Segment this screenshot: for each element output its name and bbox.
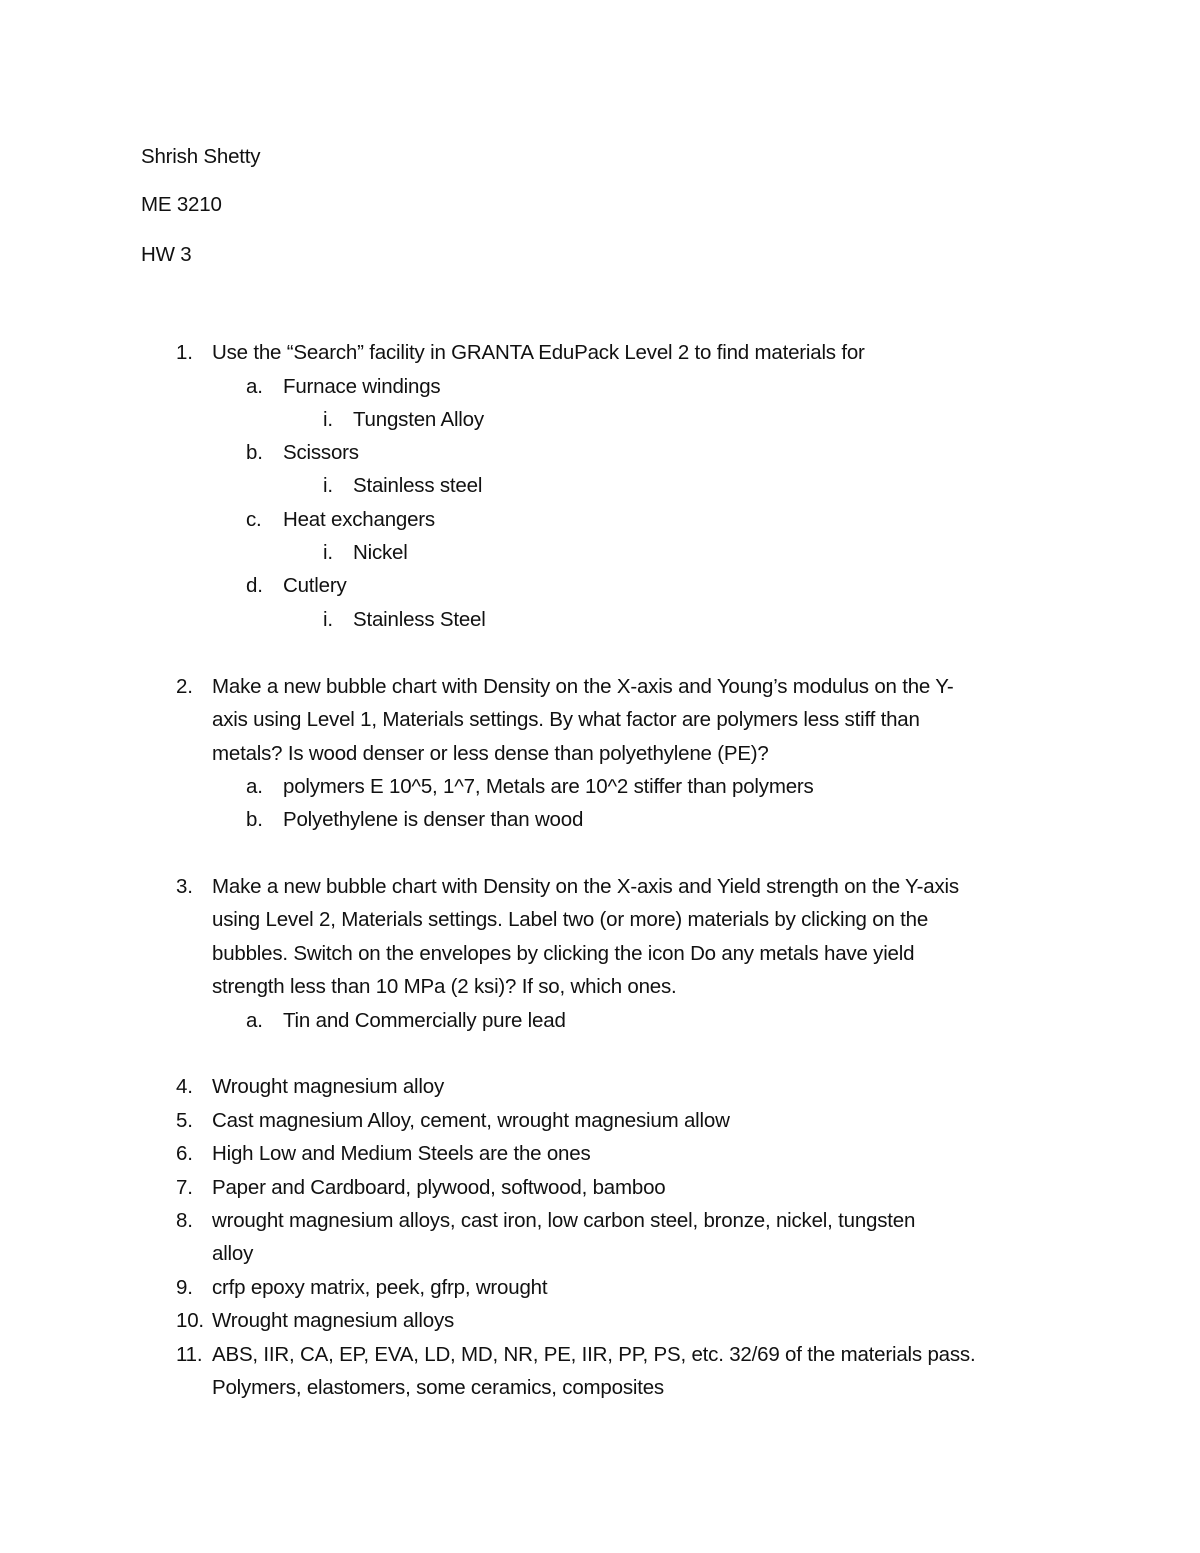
q2-a-letter: a. — [246, 775, 263, 798]
answer-text: alloy — [212, 1242, 254, 1265]
q1-b-label: Scissors — [283, 441, 359, 464]
q1-a-letter: a. — [246, 375, 263, 398]
answer-number: 6. — [176, 1142, 193, 1165]
q3-text-line: strength less than 10 MPa (2 ksi)? If so, which ones. — [212, 975, 677, 998]
answer-number: 4. — [176, 1075, 193, 1098]
q1-c-answer: Nickel — [353, 541, 408, 564]
q1-number: 1. — [176, 341, 193, 364]
author-name: Shrish Shetty — [141, 145, 261, 168]
answer-text: crfp epoxy matrix, peek, gfrp, wrought — [212, 1276, 548, 1299]
answer-text: Paper and Cardboard, plywood, softwood, bamboo — [212, 1176, 666, 1199]
answer-text: Wrought magnesium alloy — [212, 1075, 445, 1098]
q3-a-letter: a. — [246, 1009, 263, 1032]
q1-c-letter: c. — [246, 508, 262, 531]
q3-text-line: bubbles. Switch on the envelopes by clicking the icon Do any metals have yield — [212, 942, 915, 965]
q2-text-line: Make a new bubble chart with Density on the X-axis and Young’s modulus on the Y- — [212, 675, 954, 698]
q3-text-line: using Level 2, Materials settings. Label two (or more) materials by clicking on the — [212, 908, 929, 931]
q3-a-answer: Tin and Commercially pure lead — [283, 1009, 566, 1032]
q1-a-label: Furnace windings — [283, 375, 441, 398]
answer-text: ABS, IIR, CA, EP, EVA, LD, MD, NR, PE, IIR, PP, PS, etc. 32/69 of the materials pass. — [212, 1343, 976, 1366]
q2-text-line: metals? Is wood denser or less dense than polyethylene (PE)? — [212, 742, 769, 765]
q1-text: Use the “Search” facility in GRANTA EduPack Level 2 to find materials for — [212, 341, 865, 364]
q3-text-line: Make a new bubble chart with Density on the X-axis and Yield strength on the Y-axis — [212, 875, 959, 898]
answer-number: 11. — [176, 1343, 203, 1366]
answer-number: 5. — [176, 1109, 193, 1132]
answer-text: High Low and Medium Steels are the ones — [212, 1142, 591, 1165]
answer-number: 7. — [176, 1176, 193, 1199]
q1-d-sub-num: i. — [323, 608, 333, 631]
assignment-title: HW 3 — [141, 243, 192, 266]
q1-b-sub-num: i. — [323, 474, 333, 497]
course-code: ME 3210 — [141, 193, 222, 216]
q1-a-answer: Tungsten Alloy — [353, 408, 484, 431]
q2-b-letter: b. — [246, 808, 263, 831]
q1-c-sub-num: i. — [323, 541, 333, 564]
q1-b-letter: b. — [246, 441, 263, 464]
answer-number: 9. — [176, 1276, 193, 1299]
q2-a-answer: polymers E 10^5, 1^7, Metals are 10^2 stiffer than polymers — [283, 775, 814, 798]
answer-text: Cast magnesium Alloy, cement, wrought magnesium allow — [212, 1109, 730, 1132]
q2-number: 2. — [176, 675, 193, 698]
answer-number: 8. — [176, 1209, 193, 1232]
q1-c-label: Heat exchangers — [283, 508, 435, 531]
q1-d-letter: d. — [246, 574, 263, 597]
answer-number: 10. — [176, 1309, 204, 1332]
answer-text: Wrought magnesium alloys — [212, 1309, 455, 1332]
q3-number: 3. — [176, 875, 193, 898]
q1-a-sub-num: i. — [323, 408, 333, 431]
q1-b-answer: Stainless steel — [353, 474, 483, 497]
q1-d-label: Cutlery — [283, 574, 347, 597]
q2-text-line: axis using Level 1, Materials settings. By what factor are polymers less stiff than — [212, 708, 920, 731]
answer-text: wrought magnesium alloys, cast iron, low carbon steel, bronze, nickel, tungsten — [212, 1209, 916, 1232]
q2-b-answer: Polyethylene is denser than wood — [283, 808, 584, 831]
q1-d-answer: Stainless Steel — [353, 608, 486, 631]
answer-text: Polymers, elastomers, some ceramics, composites — [212, 1376, 664, 1399]
